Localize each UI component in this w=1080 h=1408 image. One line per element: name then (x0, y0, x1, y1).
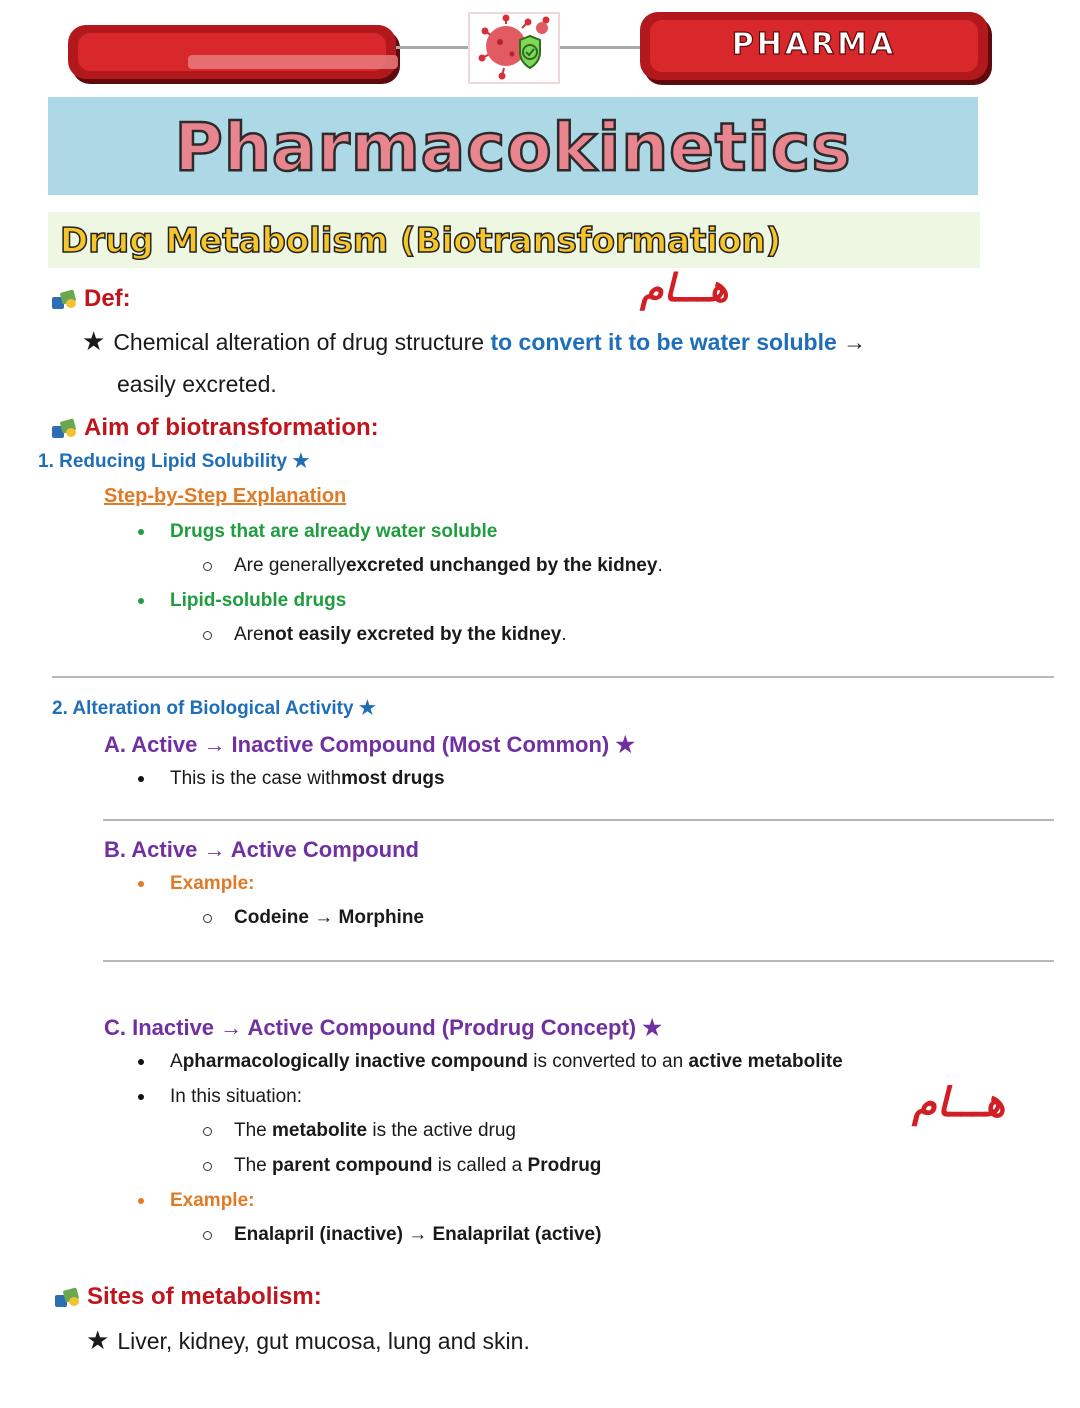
books-icon (52, 289, 76, 309)
list-item: Are generally excreted unchanged by the kidney . (203, 555, 663, 577)
subtitle-box (48, 212, 980, 268)
section-b-title: B. Active → Active Compound (104, 837, 419, 862)
section-a-title: A. Active → Inactive Compound (Most Common) ★ (104, 732, 636, 757)
list-item: Are not easily excreted by the kidney . (203, 624, 567, 646)
virus-shield-icon (468, 12, 560, 84)
list-item: Example: (138, 1190, 254, 1212)
page-title: Pharmacokinetics (174, 109, 852, 186)
list-item: A pharmacologically inactive compound is converted to an active metabolite (138, 1051, 843, 1073)
aim-item-2-title: 2. Alteration of Biological Activity ★ (52, 698, 376, 719)
header-divider-right (556, 46, 640, 49)
divider (52, 676, 1054, 678)
sites-heading: Sites of metabolism: (55, 1283, 322, 1311)
list-item: In this situation: (138, 1086, 302, 1108)
list-item: Lipid-soluble drugs (138, 590, 346, 612)
def-heading: Def: (52, 285, 131, 313)
list-item: This is the case with most drugs (138, 768, 445, 790)
header-divider-left (396, 46, 468, 49)
blurred-text (188, 55, 398, 69)
list-item: The parent compound is called a Prodrug (203, 1155, 601, 1177)
divider (103, 960, 1054, 962)
section-c-title: C. Inactive → Active Compound (Prodrug Concept) ★ (104, 1015, 662, 1040)
aim-heading: Aim of biotransformation: (52, 414, 379, 442)
list-item: Codeine → Morphine (203, 907, 424, 929)
star-icon: ★ (86, 1325, 110, 1355)
list-item: Enalapril (inactive) → Enalaprilat (active) (203, 1224, 601, 1246)
list-item: The metabolite is the active drug (203, 1120, 516, 1142)
books-icon (55, 1287, 79, 1307)
star-icon: ★ (82, 326, 106, 356)
books-icon (52, 418, 76, 438)
page-subtitle: Drug Metabolism (Biotransformation) (60, 221, 782, 261)
list-item: Example: (138, 873, 254, 895)
pharma-label: PHARMA (731, 27, 897, 62)
sites-text: ★ Liver, kidney, gut mucosa, lung and skin. (86, 1325, 530, 1355)
title-box (48, 97, 978, 195)
right-header-banner (640, 12, 988, 80)
divider (103, 819, 1054, 821)
left-header-banner (68, 25, 396, 79)
definition-line-2: easily excreted. (117, 371, 277, 397)
important-label-2: هـــام (912, 1080, 1006, 1126)
definition-line-1: ★ Chemical alteration of drug structure to convert it to be water soluble → (82, 326, 867, 356)
step-by-step-label: Step-by-Step Explanation (104, 485, 347, 507)
aim-item-1-title: 1. Reducing Lipid Solubility ★ (38, 451, 310, 472)
list-item: Drugs that are already water soluble (138, 521, 497, 543)
important-label-1: هـــام (640, 266, 729, 310)
